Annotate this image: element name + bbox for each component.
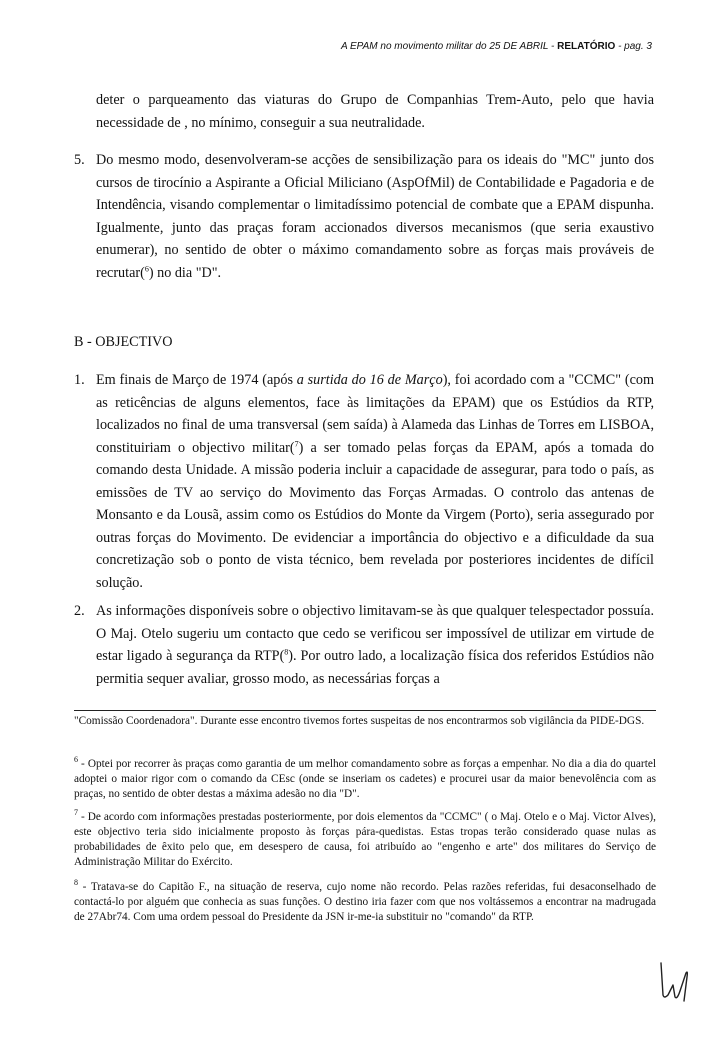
item-b1-number: 1. xyxy=(74,372,85,388)
footnote-6-text: - Optei por recorrer às praças como garantia de um melhor comandamento sobre as forças a empenhar. No dia a dia do quartel adoptei o maior rigor com o comando da CEsc (onde se inseriam os cadetes) e procurei usar da maior benevolência com as praças, no sentido de obter destas a máxima adesão no dia "D". xyxy=(74,758,656,800)
item-b1-text-mid: ), foi acordado com a "CCMC" (com as reticências de alguns elementos, face às limitações da EPAM) que os Estúdios da RTP, localizados no final de uma transversal (sem saída) à Alameda das Linhas de Torres em LISBOA, constituiriam o objectivo militar( xyxy=(96,372,654,456)
item-5-paragraph xyxy=(96,149,654,284)
page-header xyxy=(341,41,652,52)
footnote-6 xyxy=(74,757,656,802)
footnote-ref-6[interactable]: 6 xyxy=(144,263,149,273)
footnote-continuation: "Comissão Coordenadora". Durante esse encontro tivemos fortes suspeitas de nos encontrarmos sob vigilância da PIDE-DGS. xyxy=(74,715,645,727)
section-heading: B - OBJECTIVO xyxy=(74,334,173,350)
footnote-8 xyxy=(74,880,656,925)
item-b2-number: 2. xyxy=(74,603,85,619)
footnote-ref-8[interactable]: 8 xyxy=(284,647,289,657)
item-5-text-end: ) no dia "D". xyxy=(148,264,222,281)
item-b1-text-end: ) a ser tomado pelas forças da EPAM, após a tomada do comando desta Unidade. A missão poderia incluir a capacidade de assegurar, para todo o país, as emissões de TV ao serviço do Movimento das Forças Armadas. O controlo das antenas de Monsanto e da Lousã, assim como os Estúdios do Monte da Virgem (Porto), seria assegurado por outras forças do Movimento. De evidenciar a importância do objectivo e a dificuldade da sua concretização sob o ponto de vista técnico, bem revelada por posteriores incidentes de difícil solução. xyxy=(96,439,654,591)
item-b2-paragraph xyxy=(96,600,654,690)
item-b2-text-end: ). Por outro lado, a localização física dos referidos Estúdios não permitia sequer avaliar, grosso modo, as necessárias forças a xyxy=(96,648,654,687)
footnote-8-text: - Tratava-se do Capitão F., na situação de reserva, cujo nome não recordo. Pelas razões referidas, fui desaconselhado de contactá-lo por alguém que conhecia as suas funções. O destino iria fazer com que nos voltássemos a encontrar na madrugada de 27Abr74. Com uma ordem pessoal do Presidente da JSN ir-me-ia substituir no "comando" da RTP. xyxy=(74,881,656,923)
item-b1-italic: a surtida do 16 de Março xyxy=(296,372,443,388)
handwritten-initials-signature xyxy=(655,955,695,1005)
header-page-number: - pag. 3 xyxy=(615,41,652,52)
intro-paragraph: deter o parqueamento das viaturas do Grupo de Companhias Trem-Auto, pelo que havia necessidade de , no mínimo, conseguir a sua neutralidade. xyxy=(96,92,654,131)
header-title: A EPAM no movimento militar do 25 DE ABRIL - xyxy=(340,41,558,52)
item-b2-text: As informações disponíveis sobre o objectivo limitavam-se às que qualquer telespectador possuía. O Maj. Otelo sugeriu um contacto que cedo se verificou ser impossível de utilizar em virtude de estar ligado à segurança da RTP( xyxy=(96,603,654,664)
footnote-7-number: 7 xyxy=(74,808,78,818)
footnote-divider xyxy=(74,710,656,711)
footnote-6-number: 6 xyxy=(74,755,78,765)
item-5-text: Do mesmo modo, desenvolveram-se acções de sensibilização para os ideais do "MC" junto dos cursos de tirocínio a Aspirante a Oficial Miliciano (AspOfMil) de Contabilidade e Pagadoria e de Intendência, visando complementar o limitadíssimo potencial de combate que a EPAM dispunha. Igualmente, junto das praças foram accionados diversos mecanismos (que seria exaustivo enumerar), no sentido de obter o máximo comandamento sobre as forças mais prováveis de recrutar( xyxy=(96,152,654,281)
footnote-8-number: 8 xyxy=(74,878,78,888)
footnote-ref-7[interactable]: 7 xyxy=(294,438,299,448)
footnote-7-text: - De acordo com informações prestadas posteriormente, por dois elementos da "CCMC" ( o Maj. Otelo e o Maj. Victor Alves), este objectivo teria sido inicialmente proposto às forças pára-quedistas. Estas tropas terão considerado quase nulas as probabilidades de êxito pelo que, em desespero de causa, foi atribuído ao "engenho e arte" dos militares do Serviço de Administração Militar do Exército. xyxy=(74,811,656,868)
footnote-7 xyxy=(74,810,656,870)
item-b1-paragraph xyxy=(96,369,654,594)
item-5-number: 5. xyxy=(74,152,85,168)
item-b1-text: Em finais de Março de 1974 (após xyxy=(96,372,297,388)
header-report-label: RELATÓRIO xyxy=(557,41,616,52)
